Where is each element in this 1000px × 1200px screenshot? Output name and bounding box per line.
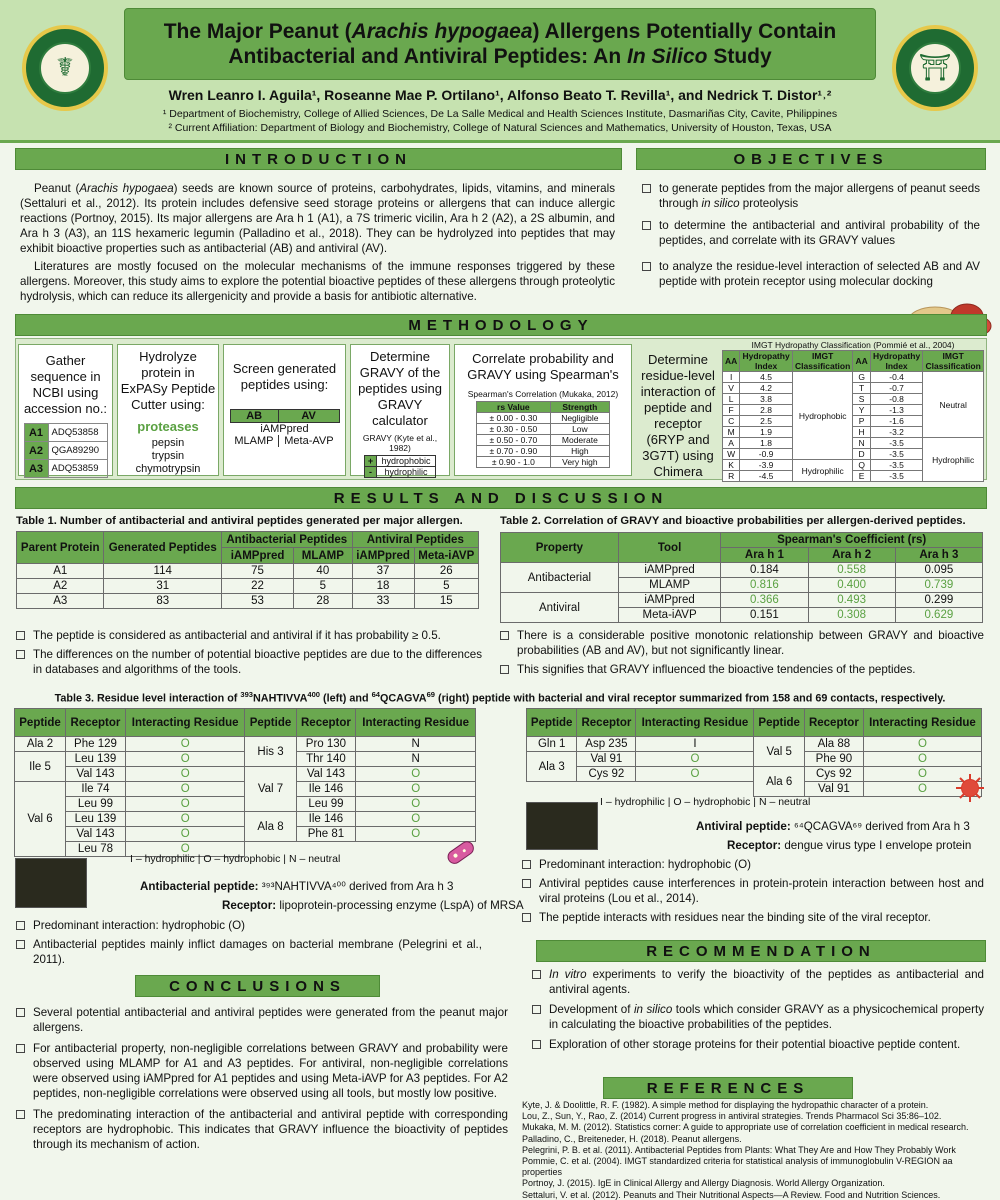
- reference-item: Portnoy, J. (2015). IgE in Clinical Allergy and Allergy Diagnosis. World Allergy Organization.: [522, 1178, 885, 1189]
- table-row: Meta-iAVP 0.151 0.308 0.629: [501, 608, 983, 623]
- accession-row: A2 QGA89290: [24, 442, 107, 460]
- method-step-correlate: Correlate probability and GRAVY using Spearman's Spearman's Correlation (Mukaka, 2012) rs Value Strength ± 0.00 - 0.30 Negligible ± 0.30 - 0.50 Low ± 0.50 - 0.70 Moderate ± 0.70 - 0.90 High ± 0.90 - 1.0 Very high: [454, 344, 632, 476]
- introduction-paragraph-1: Peanut (Arachis hypogaea) seeds are known source of proteins, carbohydrates, lipids, vitamins, and minerals (Settaluri et al., 2012). Its protein includes defensive seed storage proteins or allergens that can induce allergic reactions (Portnoy, 2015). Its major allergens are Ara h 1 (A1), a 7S trimeric vicilin, Ara h 2 (A2), a 2S albumin, and Ara h 3 (A3), an 11S hexameric legumin (Palladino et al., 2018). They can be hydrolyzed into peptides that may exhibit bioactive properties such as antibacterial (AB) and antiviral (AV).: [20, 182, 615, 255]
- note-item: There is a considerable positive monotonic relationship between GRAVY and bioactive probabilities (AB and AV), but not significantly linear.: [500, 628, 984, 658]
- table-row: Val 6 Ile 74 O Ile 146 O: [15, 782, 476, 797]
- antibacterial-notes: [16, 918, 482, 967]
- residue-legend-left: I – hydrophilic | O – hydrophobic | N – neutral: [130, 853, 341, 865]
- conclusions-list: [16, 1005, 508, 1152]
- antibacterial-peptide-line: Antibacterial peptide: ³⁹³NAHTIVVA⁴⁰⁰ derived from Ara h 3: [140, 880, 454, 893]
- caduceus-icon: ☤: [39, 42, 91, 94]
- recommendation-item: Development of in silico tools which consider GRAVY as a physicochemical property in calculating the bioactive probabilities of the peptides.: [532, 1002, 984, 1032]
- accession-table: [24, 423, 108, 478]
- antiviral-receptor-line: Receptor: dengue virus type I envelope protein: [727, 839, 972, 852]
- imgt-row: A 1.8 N -3.5 Hydrophilic: [723, 438, 984, 449]
- table-row: Ala 3 Val 91 O Phe 90 O: [527, 752, 982, 767]
- antibacterial-docking-image: [15, 858, 87, 908]
- note-item: Antibacterial peptides mainly inflict damages on bacterial membrane (Pelegrini et al., 2011).: [16, 937, 482, 967]
- table1-caption: Table 1. Number of antibacterial and antiviral peptides generated per major allergen.: [16, 515, 463, 527]
- recommendation-item: In vitro experiments to verify the bioactivity of the peptides as antibacterial and antiviral agents.: [532, 967, 984, 997]
- table-row: Leu 99 O Leu 99 O: [15, 797, 476, 812]
- reference-item: Mukaka, M. M. (2012). Statistics corner: A guide to appropriate use of correlation coefficient in medical research.: [522, 1122, 969, 1133]
- objectives-list: [642, 181, 980, 289]
- table-row: MLAMP 0.816 0.400 0.739: [501, 578, 983, 593]
- antiviral-peptide-line: Antiviral peptide: ⁶⁴QCAGVA⁶⁹ derived from Ara h 3: [696, 820, 970, 833]
- proteases-label: proteases: [137, 419, 199, 434]
- method-step-gravy: Determine GRAVY of the peptides using GRAVY calculator GRAVY (Kyte et al., 1982) + hydrophobic - hydrophilic: [350, 344, 450, 476]
- reference-item: Pelegrini, P. B. et al. (2011). Antibacterial Peptides from Plants: What They Are and How They Probably Work: [522, 1144, 956, 1155]
- note-item: Predominant interaction: hydrophobic (O): [16, 918, 482, 933]
- method-step-screen: Screen generated peptides using: AB AV iAMPpred MLAMP Meta-AVP: [223, 344, 346, 476]
- table-row: A1 114 75 40 37 26: [17, 564, 479, 579]
- table-row: Antiviral iAMPpred 0.366 0.493 0.299: [501, 593, 983, 608]
- method-step-chimera: Determine residue-level interaction of peptide and receptor (6RYP and 3G7T) using Chimera: [640, 352, 716, 479]
- table2-caption: Table 2. Correlation of GRAVY and bioactive probabilities per allergen-derived peptides.: [500, 515, 966, 527]
- method-step-gather: Gather sequence in NCBI using accession no.: A1 ADQ53858 A2 QGA89290 A3 ADQ53859: [18, 344, 113, 476]
- spearman-row: ± 0.00 - 0.30 Negligible: [477, 413, 610, 424]
- table3-caption: Table 3. Residue level interaction of $^{393}$NAHTIVVA$^{400}$ (left) and $^{64}$QCAGVA$^{69}$ (right) peptide with bacterial and viral receptor summarized from 158 and 69 contacts, respectively.: [54, 690, 946, 705]
- note-item: The differences on the number of potential bioactive peptides are due to the differences in databases and algorithms of the tools.: [16, 647, 482, 677]
- note-item: The peptide interacts with residues near the binding site of the viral receptor.: [522, 910, 984, 925]
- spearman-row: ± 0.70 - 0.90 High: [477, 446, 610, 457]
- recommendation-heading: RECOMMENDATION: [536, 940, 986, 962]
- table3-right: Peptide Receptor Interacting Residue Peptide Receptor Interacting Residue Gln 1 Asp 235 I Val 5 Ala 88 O Ala 3 Val 91 O Phe 90 O Cys 92 O Ala 6 Cys 92 O Val 91 O: [526, 708, 982, 797]
- protease-chymotrypsin: chymotrypsin: [135, 463, 201, 475]
- imgt-row: I 4.5 Hydrophobic G -0.4 Neutral: [723, 372, 984, 383]
- table-row: Val 143 O Val 7 Val 143 O: [15, 767, 476, 782]
- imgt-row: W -0.9 D -3.5: [723, 449, 984, 460]
- virus-icon: [954, 772, 986, 804]
- imgt-row: C 2.5 P -1.6: [723, 416, 984, 427]
- references-heading: REFERENCES: [603, 1077, 853, 1099]
- references-list: [522, 1100, 988, 1200]
- table-row: Cys 92 O Ala 6 Cys 92 O: [527, 767, 982, 782]
- imgt-row: K -3.9 Hydrophilic Q -3.5: [723, 460, 984, 471]
- imgt-row: M 1.9 H -3.2: [723, 427, 984, 438]
- note-item: Antiviral peptides cause interferences in protein-protein interaction between host and viral proteins (Lou et al., 2014).: [522, 876, 984, 906]
- table-row: Leu 139 O Ala 8 Ile 146 O: [15, 812, 476, 827]
- table-row: Val 143 O Phe 81 O: [15, 827, 476, 842]
- imgt-row: F 2.8 Y -1.3: [723, 405, 984, 416]
- objective-item: to analyze the residue-level interaction of selected AB and AV peptide with protein receptor using molecular docking: [642, 259, 980, 289]
- table3-left: Peptide Receptor Interacting Residue Peptide Receptor Interacting Residue Ala 2 Phe 129 O His 3 Pro 130 N Ile 5 Leu 139 O Thr 140 N Val 143 O Val 7 Val 143 O Val 6 Ile 74 O Ile 146 O Leu 99 O Leu 99 O Leu 139 O Ala 8 Ile 146 O Val 143 O Phe 81 O Leu 78 O: [14, 708, 476, 857]
- imgt-row: R -4.5 E -3.5: [723, 471, 984, 482]
- recommendation-list: [532, 967, 984, 1052]
- reference-item: Kyte, J. & Doolittle, R. F. (1982). A simple method for displaying the hydropathic character of a protein.: [522, 1100, 929, 1110]
- poster-title: The Major Peanut (Arachis hypogaea) Allergens Potentially Contain Antibacterial and Antiviral Peptides: An In Silico Study: [124, 8, 876, 80]
- table-row: A2 31 22 5 18 5: [17, 579, 479, 594]
- table2: Property Tool Spearman's Coefficient (rs) Ara h 1 Ara h 2 Ara h 3 Antibacterial iAMPpred 0.184 0.558 0.095 MLAMP 0.816 0.400 0.739 Antiviral iAMPpred 0.366 0.493 0.299 Meta-iAVP 0.151 0.308 0.629: [500, 532, 983, 623]
- antibacterial-receptor-line: Receptor: lipoprotein-processing enzyme (LspA) of MRSA: [222, 899, 524, 912]
- reference-item: Settaluri, V. et al. (2012). Peanuts and Their Nutritional Aspects—A Review. Food and Nutrition Sciences.: [522, 1189, 941, 1200]
- spearman-row: ± 0.50 - 0.70 Moderate: [477, 435, 610, 446]
- table-row: Ala 2 Phe 129 O His 3 Pro 130 N: [15, 737, 476, 752]
- accession-row: A3 ADQ53859: [24, 460, 107, 478]
- accession-row: A1 ADQ53858: [24, 424, 107, 442]
- objective-item: to generate peptides from the major allergens of peanut seeds through in silico proteolysis: [642, 181, 980, 211]
- conclusion-item: Several potential antibacterial and antiviral peptides were generated from the peanut major allergens.: [16, 1005, 508, 1035]
- table-row: Ile 5 Leu 139 O Thr 140 N: [15, 752, 476, 767]
- methodology-heading: METHODOLOGY: [15, 314, 987, 336]
- imgt-row: L 3.8 S -0.8: [723, 394, 984, 405]
- affiliation-1: ¹ Department of Biochemistry, College of Allied Sciences, De La Salle Medical and Health Sciences Institute, Dasmariñas City, Cavite, Philippines: [162, 108, 838, 120]
- building-icon: ⛩: [909, 42, 961, 94]
- reference-item: Palladino, C., Breiteneder, H. (2018). Peanut allergens.: [522, 1133, 742, 1144]
- antiviral-docking-image: [526, 802, 598, 850]
- protease-trypsin: trypsin: [151, 450, 185, 462]
- reference-item: Pommie, C. et al. (2004). IMGT standardized criteria for statistical analysis of immunoglobulin V-REGION aa properties: [522, 1156, 953, 1178]
- note-item: Predominant interaction: hydrophobic (O): [522, 857, 984, 872]
- table-row: Leu 78 O: [15, 842, 476, 857]
- introduction-paragraph-2: Literatures are mostly focused on the molecular mechanisms of the immune responses triggered by these allergens. Moreover, this study aims to explore the potential bioactive peptides of these allergens through proteolytic hydrolysis, which can reduce its allergenicity and provide a basis for antibiotic alternative.: [20, 260, 615, 303]
- recommendation-item: Exploration of other storage proteins for their potential bioactive peptide content.: [532, 1037, 984, 1052]
- spearman-row: ± 0.30 - 0.50 Low: [477, 424, 610, 435]
- imgt-row: V 4.2 T -0.7: [723, 383, 984, 394]
- residue-legend-right: I – hydrophilic | O – hydrophobic | N – neutral: [600, 796, 811, 808]
- spearman-table: rs Value Strength ± 0.00 - 0.30 Negligible ± 0.30 - 0.50 Low ± 0.50 - 0.70 Moderate ± 0.70 - 0.90 High ± 0.90 - 1.0 Very high: [476, 401, 610, 468]
- screening-tools-table: AB AV iAMPpred MLAMP Meta-AVP: [230, 409, 340, 447]
- note-item: The peptide is considered as antibacterial and antiviral if it has probability ≥ 0.5.: [16, 628, 482, 643]
- table-row: Gln 1 Asp 235 I Val 5 Ala 88 O: [527, 737, 982, 752]
- method-step-hydrolyze: Hydrolyze protein in ExPASy Peptide Cutter using: proteases pepsin trypsin chymotrypsin: [117, 344, 219, 476]
- bacterium-icon: [443, 838, 479, 868]
- conclusions-heading: CONCLUSIONS: [135, 975, 380, 997]
- table2-notes: [500, 628, 984, 677]
- gravy-table: + hydrophobic - hydrophilic: [364, 455, 436, 478]
- imgt-hydropathy-table: IMGT Hydropathy Classification (Pommié et al., 2004) AA Hydropathy Index IMGT Classification AA Hydropathy Index IMGT Classification I 4.5 Hydrophobic G -0.4 Neutral V 4.2 T -0.7 L 3.8 S -0.8 F 2.8 Y -1.3 C 2.5 P -1.6 M 1.9 H -3.2 A 1.8 N -3.5 Hydrophilic W -0.9 D -3.5 K -3.9 Hydrophilic Q -3.5 R -4.5 E -3.5: [722, 340, 984, 476]
- table1-notes: [16, 628, 482, 677]
- objectives-heading: OBJECTIVES: [636, 148, 986, 170]
- table-row: A3 83 53 28 33 15: [17, 594, 479, 609]
- table1: Parent Protein Generated Peptides Antibacterial Peptides Antiviral Peptides iAMPpred MLAMP iAMPpred Meta-iAVP A1 114 75 40 37 26 A2 31 22 5 18 5 A3 83 53 28 33 15: [16, 531, 479, 609]
- results-heading: RESULTS AND DISCUSSION: [15, 487, 987, 509]
- protease-pepsin: pepsin: [151, 437, 185, 449]
- conclusion-item: The predominating interaction of the antibacterial and antiviral peptide with corresponding receptors are hydrophobic. This indicates that GRAVY influence the bioactivity of peptides through its mechanism of action.: [16, 1107, 508, 1152]
- table-row: Val 91 O: [527, 782, 982, 797]
- conclusion-item: For antibacterial property, non-negligible correlations between GRAVY and probability were observed using MLAMP for A1 and A3 peptides. For antiviral, non-negligible correlations were observed using iAMPpred for A1 peptides and using Meta-iAVP for A3 peptides. For A2 peptides, non-negligible correlations were observed using all tools, but mostly low positive.: [16, 1041, 508, 1101]
- affiliation-2: ² Current Affiliation: Department of Biology and Biochemistry, College of Natural Sciences and Mathematics, University of Houston, Texas, USA: [168, 122, 832, 134]
- spearman-row: ± 0.90 - 1.0 Very high: [477, 457, 610, 468]
- objective-item: to determine the antibacterial and antiviral probability of the peptides, and correlate with its GRAVY values: [642, 218, 980, 248]
- reference-item: Lou, Z., Sun, Y., Rao, Z. (2014) Current progress in antiviral strategies. Trends Pharmacol Sci 35:86–102.: [522, 1111, 942, 1122]
- authors: Wren Leanro I. Aguila¹, Roseanne Mae P. Ortilano¹, Alfonso Beato T. Revilla¹, and Nedrick T. Distor¹˒²: [168, 87, 832, 103]
- introduction-heading: INTRODUCTION: [15, 148, 622, 170]
- antiviral-notes: [522, 857, 984, 925]
- table-row: Antibacterial iAMPpred 0.184 0.558 0.095: [501, 563, 983, 578]
- note-item: This signifies that GRAVY influenced the bioactive tendencies of the peptides.: [500, 662, 984, 677]
